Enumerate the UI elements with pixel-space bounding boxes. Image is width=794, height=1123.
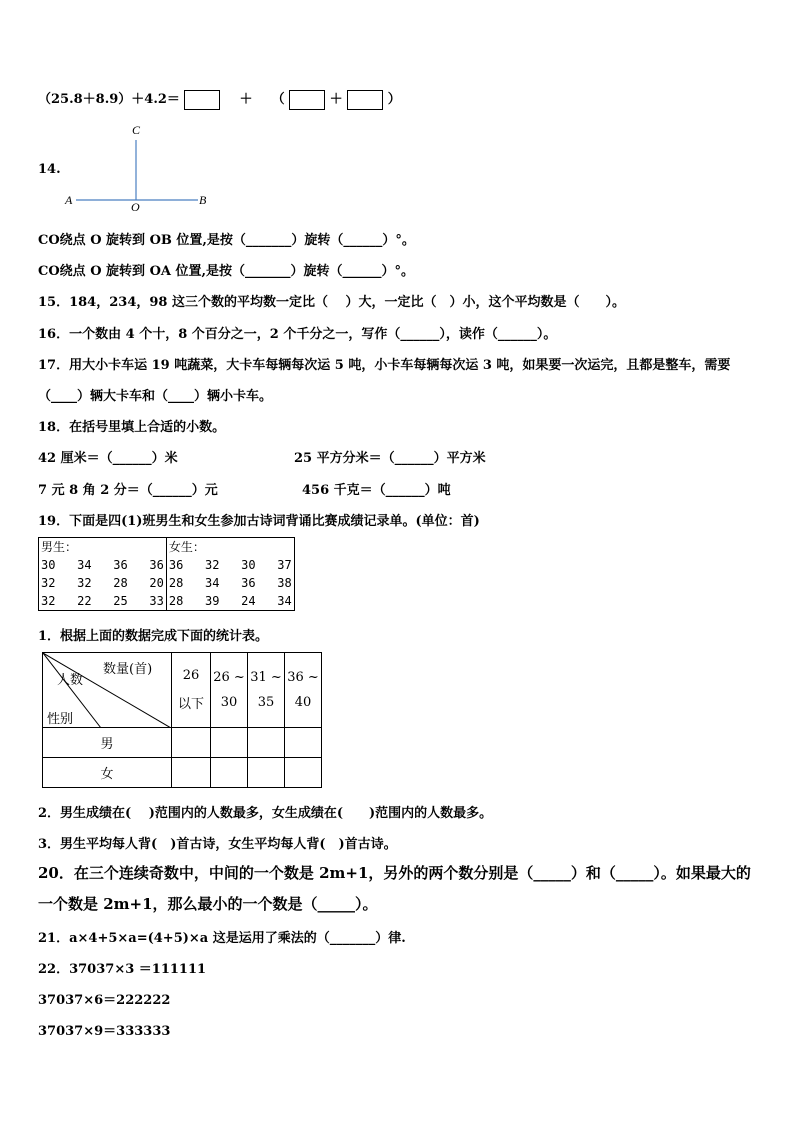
- q18-item-c: 7 元 8 角 2 分＝（______）元: [38, 483, 218, 498]
- girls-label: 女生：: [168, 540, 205, 554]
- q22-line-3: 37037×9＝333333: [38, 1024, 171, 1039]
- label-b: B: [199, 193, 207, 207]
- score: 34: [205, 576, 220, 590]
- q14-line-2: CO绕点 O 旋转到 OA 位置,是按（_______）旋转（______）°。: [38, 264, 415, 279]
- score: 36: [113, 558, 128, 572]
- col-header-line: 以下: [177, 697, 204, 712]
- answer-cell[interactable]: [172, 728, 211, 758]
- q19-title: 19．下面是四(1)班男生和女生参加古诗词背诵比赛成绩记录单。(单位：首): [38, 514, 480, 529]
- score: 36: [168, 558, 184, 572]
- q17-line-2: （____）辆大卡车和（____）辆小卡车。: [38, 389, 273, 404]
- statistics-table: [42, 652, 322, 788]
- score: 32: [205, 558, 220, 572]
- score: 25: [113, 594, 128, 608]
- score: 39: [205, 594, 220, 608]
- score: 28: [168, 594, 184, 608]
- q13-open-paren: （: [271, 92, 285, 107]
- girls-row-1: [169, 556, 292, 574]
- boys-scores-cell: [39, 538, 167, 611]
- header-gender: 性别: [47, 712, 74, 727]
- score: 24: [241, 594, 256, 608]
- q22-line-2: 37037×6＝222222: [38, 993, 171, 1008]
- score: 34: [77, 558, 92, 572]
- col-header-4: [285, 653, 322, 728]
- angle-figure: [60, 118, 220, 218]
- col-header-2: [211, 653, 248, 728]
- girls-row-3: [169, 592, 292, 610]
- score-record-table: [38, 537, 295, 611]
- q18-item-b: 25 平方分米＝（______）平方米: [294, 451, 486, 466]
- q20-line-1: 20．在三个连续奇数中，中间的一个数是 2m+1，另外的两个数分别是（_____）和（_____）。如果最大的: [38, 864, 751, 882]
- score: 36: [149, 558, 164, 572]
- score: 33: [149, 594, 164, 608]
- boys-row-2: [41, 574, 164, 592]
- col-header-line: 31 ~: [250, 670, 282, 685]
- q18-item-d: 456 千克＝（______）吨: [302, 483, 451, 498]
- q15-line: 15．184，234，98 这三个数的平均数一定比（ ）大，一定比（ ）小，这个平均数是（ ）。: [38, 295, 626, 310]
- q13-expression: （25.8＋8.9）＋4.2＝: [38, 92, 180, 107]
- answer-cell[interactable]: [211, 728, 248, 758]
- q13-answer-box-1[interactable]: [184, 90, 220, 110]
- girls-row-2: [169, 574, 292, 592]
- q13-answer-box-3[interactable]: [347, 90, 383, 110]
- col-header-line: 36 ~: [287, 670, 319, 685]
- label-a: A: [65, 193, 73, 207]
- score: 30: [241, 558, 256, 572]
- q17-line-1: 17．用大小卡车运 19 吨蔬菜，大卡车每辆每次运 5 吨，小卡车每辆每次运 3 吨，如果要一次运完，且都是整车，需要: [38, 358, 731, 373]
- answer-cell[interactable]: [285, 728, 322, 758]
- score: 36: [241, 576, 256, 590]
- col-header-1: [172, 653, 211, 728]
- answer-cell[interactable]: [285, 758, 322, 788]
- label-c: C: [132, 123, 141, 137]
- q21-line: 21．a×4+5×a=(4+5)×a 这是运用了乘法的（_______）律.: [38, 931, 406, 946]
- score: 22: [77, 594, 92, 608]
- q18-title: 18．在括号里填上合适的小数。: [38, 420, 226, 435]
- answer-cell[interactable]: [211, 758, 248, 788]
- header-count: 人数: [57, 673, 84, 688]
- score: 32: [41, 576, 56, 590]
- score: 34: [277, 594, 292, 608]
- boys-row-3: [41, 592, 164, 610]
- q22-line-1: 22．37037×3 ＝111111: [38, 962, 207, 977]
- score: 28: [168, 576, 184, 590]
- score: 38: [277, 576, 292, 590]
- col-header-line: 26: [182, 668, 200, 683]
- q13-plus-2: ＋: [329, 92, 343, 107]
- row-label-girl: 女: [43, 758, 172, 788]
- q13-answer-box-2[interactable]: [289, 90, 325, 110]
- q18-item-a: 42 厘米＝（______）米: [38, 451, 178, 466]
- q13-line: [38, 88, 401, 110]
- answer-cell[interactable]: [248, 758, 285, 788]
- score: 32: [77, 576, 92, 590]
- col-header-3: [248, 653, 285, 728]
- col-header-line: 30: [220, 695, 238, 710]
- q19-sub-2: 2．男生成绩在( )范围内的人数最多，女生成绩在( )范围内的人数最多。: [38, 806, 493, 821]
- row-label-boy: 男: [43, 728, 172, 758]
- col-header-line: 35: [257, 695, 275, 710]
- score: 37: [277, 558, 292, 572]
- q16-line: 16．一个数由 4 个十，8 个百分之一，2 个千分之一，写作（______），读作（______）。: [38, 327, 557, 342]
- answer-cell[interactable]: [172, 758, 211, 788]
- score: 32: [41, 594, 56, 608]
- diagonal-header-cell: [43, 653, 172, 728]
- q14-number: 14.: [38, 162, 61, 177]
- col-header-line: 40: [294, 695, 312, 710]
- boys-row-1: [41, 556, 164, 574]
- q13-close-paren: ）: [387, 92, 401, 107]
- col-header-line: 26 ~: [213, 670, 245, 685]
- girls-scores-cell: [166, 538, 294, 611]
- answer-cell[interactable]: [248, 728, 285, 758]
- q19-sub-3: 3．男生平均每人背( )首古诗，女生平均每人背( )首古诗。: [38, 837, 397, 852]
- score: 30: [41, 558, 56, 572]
- header-quantity: 数量(首): [103, 662, 153, 677]
- q14-line-1: CO绕点 O 旋转到 OB 位置,是按（_______）旋转（______）°。: [38, 233, 415, 248]
- label-o: O: [131, 200, 140, 214]
- score: 20: [149, 576, 164, 590]
- boys-label: 男生：: [41, 540, 78, 554]
- q13-plus: ＋: [239, 92, 253, 107]
- q19-sub-1: 1．根据上面的数据完成下面的统计表。: [38, 629, 269, 644]
- q20-line-2: 一个数是 2m+1，那么最小的一个数是（_____）。: [38, 895, 378, 913]
- score: 28: [113, 576, 128, 590]
